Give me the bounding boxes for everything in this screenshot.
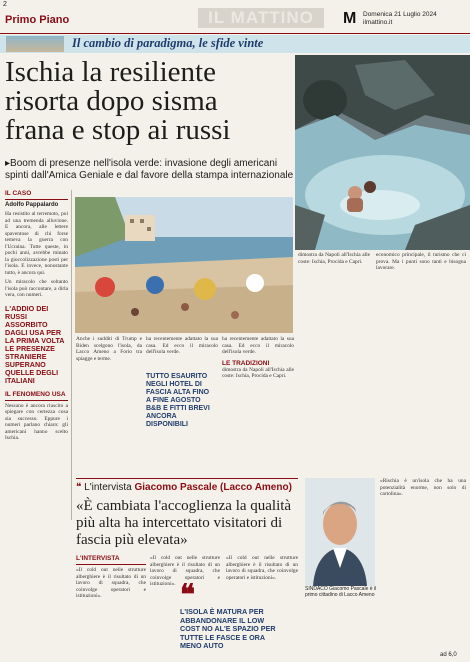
byline: Adolfo Pappalardo	[5, 202, 59, 208]
middle-column-1	[76, 336, 142, 362]
beach-photo	[75, 197, 293, 333]
headline-line-2: risorta dopo sisma	[5, 85, 218, 117]
middle-text-1: Anche i sudditi di Trump e Biden scelgono l'isola, da Lacco Ameno a Forio tra spiagge e terme.	[76, 336, 142, 362]
pull-quote: L'ISOLA È MATURA PER ABBANDONARE IL LOW COST NO AL'E SPAZIO PER TUTTE LE FASCE E ORA MENO AUTO	[180, 607, 276, 650]
hero-photo	[295, 55, 470, 250]
middle-text-3: ha recentemente adattato la sua casa. Ed ecco il miracolo dell'isola verde.	[222, 336, 294, 355]
right-column-2	[376, 252, 466, 272]
right-text-1: dimostra da Napoli all'Ischia alle coste: Ischia, Procida e Capri.	[298, 252, 370, 265]
subhead	[5, 158, 295, 182]
headline-line-1: Ischia la resiliente	[5, 56, 216, 88]
headline-line-3: frana e stop ai russi	[5, 114, 231, 146]
middle-column-3	[222, 336, 294, 380]
left-highlight: L'ADDIO DEI RUSSI ASSORBITO DAGLI USA PER LA PRIMA VOLTA LE PRESENZE STRANIERE SUPERANO QUELLE DEGLI ITALIANI	[5, 303, 65, 385]
date-text: Domenica 21 Luglio 2024	[363, 11, 437, 18]
left-tag-rule	[5, 199, 68, 200]
subhead-line-2: spinti dall'Amica Geniale e dal favore della stampa internazionale	[5, 170, 294, 181]
section-title: Primo Piano	[5, 14, 70, 26]
kicker-thumbnail	[6, 36, 64, 52]
interview-label	[76, 482, 292, 493]
interview-kicker: L'intervista	[84, 482, 132, 493]
interview-column-3	[226, 555, 298, 581]
tradition-tag: LE TRADIZIONI	[222, 359, 270, 367]
left-tag: IL CASO	[5, 190, 32, 197]
masthead-divider	[0, 33, 470, 34]
interview-right-text: «Rischia è un'isola che ha una potenzialità enorme, non solo di cartolina».	[380, 478, 466, 497]
date-block	[363, 11, 437, 27]
quote-icon: ❝	[180, 580, 196, 611]
page-footer: ad 6,0	[440, 652, 457, 658]
mayor-portrait	[305, 478, 375, 586]
middle-column-2	[146, 336, 218, 356]
page-number: 2	[3, 1, 7, 8]
left-column	[5, 190, 68, 442]
m-logo: M	[343, 10, 357, 27]
left-paragraph-3: Nessuno è ancora riuscito a spiegare con certezza cosa sia successo. Eppure i numeri parlano chiaro: gli americani hanno scelto Ischia.	[5, 402, 68, 441]
right-column-1	[298, 252, 370, 265]
interview-rule	[76, 478, 298, 479]
masthead	[0, 0, 470, 34]
interview-tag: L'INTERVISTA	[76, 555, 120, 562]
interview-text-1: «Il cold out nelle strutture alberghiere è il risultato di un lavoro di squadra, che coinvolge operatori e istituzioni».	[76, 567, 146, 599]
headline	[5, 58, 295, 145]
kicker: Il cambio di paradigma, le sfide vinte	[72, 36, 264, 50]
interview-right-column	[380, 478, 466, 498]
interview-headline: «È cambiata l'accoglienza la qualità più alta ha intercettato visitatori di fascia più elevata»	[76, 498, 292, 548]
thermal-pool-image	[295, 55, 470, 250]
middle-text-4: dimostra da Napoli all'Ischia alle coste: Ischia, Procida e Capri.	[222, 366, 294, 379]
site-text: ilmattino.it	[363, 19, 393, 26]
newspaper-logo: IL MATTINO	[198, 8, 324, 28]
interview-name: Giacomo Pascale (Lacco Ameno)	[134, 482, 292, 493]
left-tag-2-rule	[5, 400, 68, 401]
portrait-photo	[305, 478, 375, 586]
interview-text-2: «Il cold out nelle strutture alberghiere è il risultato di un lavoro di squadra, che coinvolge operatori e istituzioni».	[150, 555, 220, 587]
left-paragraph-2: Un miracolo che soltanto l'isola può raccontare, a dirla vera, con numeri.	[5, 279, 68, 298]
interview-text-3: «Il cold out nelle strutture alberghiere è il risultato di un lavoro di squadra, che coinvolge operatori e istituzioni».	[226, 555, 298, 581]
left-tag-2: IL FENOMENO USA	[5, 390, 66, 398]
subhead-line-1: ▸Boom di presenze nell'isola verde: invasione degli americani	[5, 158, 278, 169]
beach-image	[75, 197, 293, 333]
portrait-caption: SINDACO Giacomo Pascale è il primo cittadino di Lacco Ameno	[305, 586, 377, 598]
left-paragraph-1: Ha resistito al terremoto, poi ad una tremenda alluvione. E ancora, alle lettere spaventose di chi forse temeva la guerra con l'Ucraina. Tutte queste, in pochi anni, avrebbe minato la gioccolizzazione posti per l'isola. E invece, nonostante tutto, è ancora qui.	[5, 211, 68, 276]
middle-highlight: TUTTO ESAURITO NEGLI HOTEL DI FASCIA ALTA FINO A FINE AGOSTO B&B E FITTI BREVI ANCORA DISPONIBILI	[146, 373, 210, 428]
right-text-2: economico principale, il turismo che ci prova. Ma i punti sono tanti e bisogna lavorare.	[376, 252, 466, 271]
column-divider	[71, 190, 72, 520]
interview-tag-rule	[76, 564, 146, 565]
interview-icon: ❝	[76, 482, 82, 493]
middle-text-2: ha recentemente adattato la sua casa. Ed ecco il miracolo dell'isola verde.	[146, 336, 218, 355]
interview-column-1	[76, 555, 146, 600]
